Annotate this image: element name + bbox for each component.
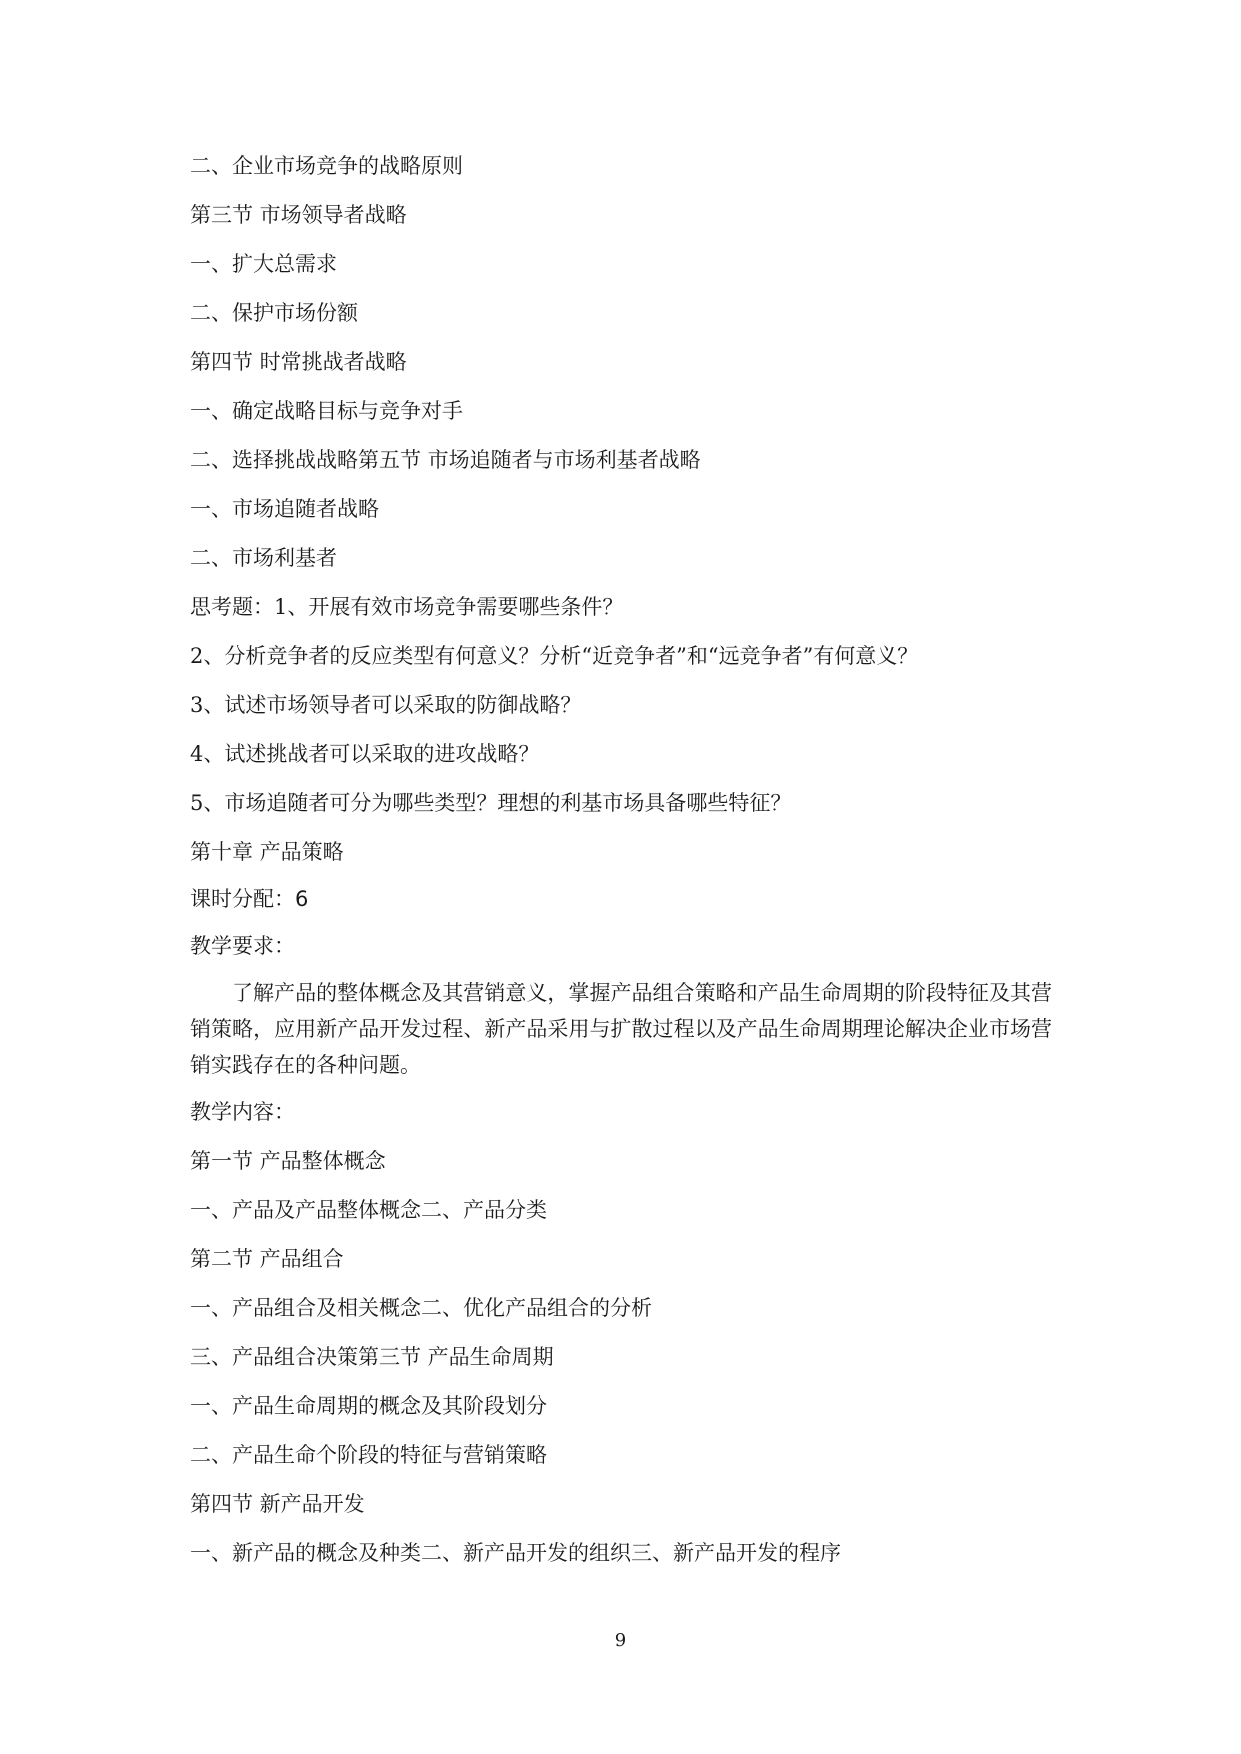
question-item: 5、市场追随者可分为哪些类型？理想的利基市场具备哪些特征？ [190, 791, 792, 815]
question-item: 1、开展有效市场竞争需要哪些条件？ [274, 595, 624, 619]
section-item: 一、产品生命周期的概念及其阶段划分 [190, 1394, 547, 1418]
section-heading: 第一节 产品整体概念 [190, 1149, 386, 1173]
mixed-line [190, 1343, 554, 1371]
section-item: 一、扩大总需求 [190, 252, 337, 276]
section-heading: 第三节 市场领导者战略 [190, 203, 407, 227]
teaching-requirements-label: 教学要求： [190, 934, 295, 958]
section-item: 二、保护市场份额 [190, 301, 358, 325]
questions-label: 思考题： [190, 595, 274, 619]
section-heading: 第二节 产品组合 [190, 1247, 344, 1271]
question-line [190, 593, 623, 621]
teaching-content-label: 教学内容： [190, 1100, 295, 1124]
section-heading: 第三节 产品生命周期 [358, 1345, 554, 1369]
section-heading: 第四节 时常挑战者战略 [190, 350, 407, 374]
section-item: 二、市场利基者 [190, 546, 337, 570]
chapter-heading: 第十章 产品策略 [190, 840, 344, 864]
question-item: 3、试述市场领导者可以采取的防御战略？ [190, 693, 582, 717]
section-item: 一、市场追随者战略 [190, 497, 379, 521]
mixed-line [190, 446, 701, 474]
hours-allocation: 课时分配：6 [190, 887, 309, 911]
section-item: 二、企业市场竞争的战略原则 [190, 154, 463, 178]
section-item: 一、确定战略目标与竞争对手 [190, 399, 463, 423]
teaching-requirements-paragraph: 了解产品的整体概念及其营销意义，掌握产品组合策略和产品生命周期的阶段特征及其营销策略，应用新产品开发过程、新产品采用与扩散过程以及产品生命周期理论解决企业市场营销实践存在的各种问题。 [190, 981, 1052, 1077]
question-item: 2、分析竞争者的反应类型有何意义？分析“近竞争者”和“远竞争者”有何意义？ [190, 644, 919, 668]
section-heading: 第五节 市场追随者与市场利基者战略 [358, 448, 701, 472]
section-item: 一、产品组合及相关概念二、优化产品组合的分析 [190, 1296, 652, 1320]
section-item: 一、产品及产品整体概念二、产品分类 [190, 1198, 547, 1222]
question-item: 4、试述挑战者可以采取的进攻战略？ [190, 742, 540, 766]
section-item: 三、产品组合决策 [190, 1345, 358, 1369]
section-item: 二、选择挑战战略 [190, 448, 358, 472]
section-item: 二、产品生命个阶段的特征与营销策略 [190, 1443, 547, 1467]
section-heading: 第四节 新产品开发 [190, 1492, 365, 1516]
section-item: 一、新产品的概念及种类二、新产品开发的组织三、新产品开发的程序 [190, 1541, 841, 1565]
page-number: 9 [614, 1630, 627, 1651]
